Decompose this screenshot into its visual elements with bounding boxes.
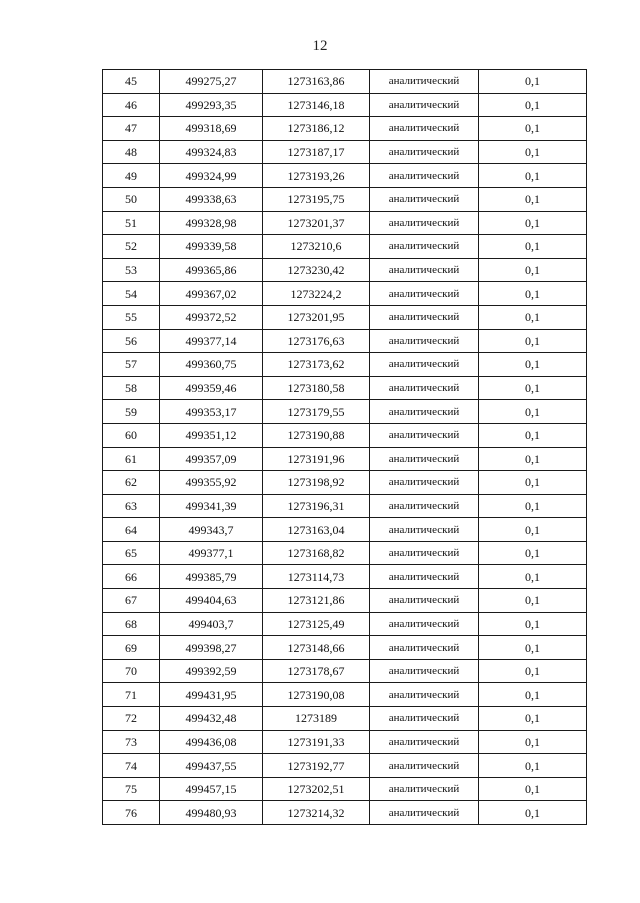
table-row (103, 730, 587, 754)
y-coordinate-cell: 1273192,77 (263, 754, 370, 778)
method-cell: аналитический (370, 305, 479, 329)
method-cell: аналитический (370, 777, 479, 801)
x-coordinate-cell: 499324,99 (160, 164, 263, 188)
y-coordinate-cell: 1273230,42 (263, 258, 370, 282)
method-cell: аналитический (370, 353, 479, 377)
x-coordinate-cell: 499367,02 (160, 282, 263, 306)
method-cell: аналитический (370, 541, 479, 565)
method-cell: аналитический (370, 565, 479, 589)
y-coordinate-cell: 1273224,2 (263, 282, 370, 306)
point-number-cell: 56 (103, 329, 160, 353)
accuracy-cell: 0,1 (479, 730, 587, 754)
table-row (103, 494, 587, 518)
x-coordinate-cell: 499480,93 (160, 801, 263, 825)
table-row (103, 683, 587, 707)
method-cell: аналитический (370, 93, 479, 117)
y-coordinate-cell: 1273198,92 (263, 471, 370, 495)
table-row (103, 305, 587, 329)
point-number-cell: 46 (103, 93, 160, 117)
method-cell: аналитический (370, 258, 479, 282)
method-cell: аналитический (370, 117, 479, 141)
point-number-cell: 66 (103, 565, 160, 589)
x-coordinate-cell: 499377,14 (160, 329, 263, 353)
table-row (103, 235, 587, 259)
method-cell: аналитический (370, 707, 479, 731)
y-coordinate-cell: 1273191,96 (263, 447, 370, 471)
table-row (103, 707, 587, 731)
x-coordinate-cell: 499437,55 (160, 754, 263, 778)
table-row (103, 471, 587, 495)
x-coordinate-cell: 499351,12 (160, 423, 263, 447)
y-coordinate-cell: 1273173,62 (263, 353, 370, 377)
method-cell: аналитический (370, 400, 479, 424)
method-cell: аналитический (370, 329, 479, 353)
point-number-cell: 65 (103, 541, 160, 565)
accuracy-cell: 0,1 (479, 565, 587, 589)
accuracy-cell: 0,1 (479, 282, 587, 306)
method-cell: аналитический (370, 659, 479, 683)
method-cell: аналитический (370, 447, 479, 471)
method-cell: аналитический (370, 494, 479, 518)
point-number-cell: 75 (103, 777, 160, 801)
point-number-cell: 61 (103, 447, 160, 471)
point-number-cell: 48 (103, 140, 160, 164)
method-cell: аналитический (370, 589, 479, 613)
table-row (103, 801, 587, 825)
point-number-cell: 64 (103, 518, 160, 542)
y-coordinate-cell: 1273190,88 (263, 423, 370, 447)
point-number-cell: 72 (103, 707, 160, 731)
method-cell: аналитический (370, 140, 479, 164)
x-coordinate-cell: 499365,86 (160, 258, 263, 282)
accuracy-cell: 0,1 (479, 235, 587, 259)
y-coordinate-cell: 1273190,08 (263, 683, 370, 707)
x-coordinate-cell: 499385,79 (160, 565, 263, 589)
x-coordinate-cell: 499431,95 (160, 683, 263, 707)
accuracy-cell: 0,1 (479, 589, 587, 613)
table-row (103, 93, 587, 117)
y-coordinate-cell: 1273114,73 (263, 565, 370, 589)
y-coordinate-cell: 1273178,67 (263, 659, 370, 683)
y-coordinate-cell: 1273125,49 (263, 612, 370, 636)
x-coordinate-cell: 499355,92 (160, 471, 263, 495)
table-row (103, 211, 587, 235)
table-row (103, 447, 587, 471)
accuracy-cell: 0,1 (479, 329, 587, 353)
method-cell: аналитический (370, 518, 479, 542)
y-coordinate-cell: 1273201,95 (263, 305, 370, 329)
y-coordinate-cell: 1273146,18 (263, 93, 370, 117)
y-coordinate-cell: 1273163,86 (263, 70, 370, 94)
y-coordinate-cell: 1273176,63 (263, 329, 370, 353)
accuracy-cell: 0,1 (479, 305, 587, 329)
x-coordinate-cell: 499377,1 (160, 541, 263, 565)
coordinates-table (102, 69, 587, 825)
table-row (103, 565, 587, 589)
x-coordinate-cell: 499324,83 (160, 140, 263, 164)
y-coordinate-cell: 1273179,55 (263, 400, 370, 424)
y-coordinate-cell: 1273180,58 (263, 376, 370, 400)
method-cell: аналитический (370, 211, 479, 235)
accuracy-cell: 0,1 (479, 707, 587, 731)
point-number-cell: 55 (103, 305, 160, 329)
table-row (103, 518, 587, 542)
table-row (103, 777, 587, 801)
table-row (103, 376, 587, 400)
x-coordinate-cell: 499318,69 (160, 117, 263, 141)
page-number: 12 (312, 38, 328, 54)
method-cell: аналитический (370, 235, 479, 259)
point-number-cell: 74 (103, 754, 160, 778)
table-row (103, 329, 587, 353)
table-row (103, 282, 587, 306)
x-coordinate-cell: 499403,7 (160, 612, 263, 636)
point-number-cell: 76 (103, 801, 160, 825)
y-coordinate-cell: 1273195,75 (263, 187, 370, 211)
table-row (103, 612, 587, 636)
point-number-cell: 50 (103, 187, 160, 211)
x-coordinate-cell: 499357,09 (160, 447, 263, 471)
accuracy-cell: 0,1 (479, 353, 587, 377)
accuracy-cell: 0,1 (479, 164, 587, 188)
x-coordinate-cell: 499372,52 (160, 305, 263, 329)
point-number-cell: 45 (103, 70, 160, 94)
table-row (103, 589, 587, 613)
point-number-cell: 59 (103, 400, 160, 424)
method-cell: аналитический (370, 801, 479, 825)
accuracy-cell: 0,1 (479, 801, 587, 825)
point-number-cell: 49 (103, 164, 160, 188)
table-row (103, 70, 587, 94)
table-row (103, 541, 587, 565)
method-cell: аналитический (370, 471, 479, 495)
y-coordinate-cell: 1273163,04 (263, 518, 370, 542)
point-number-cell: 51 (103, 211, 160, 235)
x-coordinate-cell: 499275,27 (160, 70, 263, 94)
table-row (103, 636, 587, 660)
method-cell: аналитический (370, 70, 479, 94)
table-row (103, 187, 587, 211)
point-number-cell: 62 (103, 471, 160, 495)
point-number-cell: 52 (103, 235, 160, 259)
y-coordinate-cell: 1273148,66 (263, 636, 370, 660)
y-coordinate-cell: 1273214,32 (263, 801, 370, 825)
point-number-cell: 68 (103, 612, 160, 636)
y-coordinate-cell: 1273193,26 (263, 164, 370, 188)
x-coordinate-cell: 499353,17 (160, 400, 263, 424)
point-number-cell: 60 (103, 423, 160, 447)
x-coordinate-cell: 499338,63 (160, 187, 263, 211)
method-cell: аналитический (370, 730, 479, 754)
method-cell: аналитический (370, 612, 479, 636)
accuracy-cell: 0,1 (479, 754, 587, 778)
accuracy-cell: 0,1 (479, 777, 587, 801)
x-coordinate-cell: 499328,98 (160, 211, 263, 235)
y-coordinate-cell: 1273201,37 (263, 211, 370, 235)
y-coordinate-cell: 1273196,31 (263, 494, 370, 518)
accuracy-cell: 0,1 (479, 258, 587, 282)
table-row (103, 400, 587, 424)
coordinates-table-body (103, 70, 587, 825)
method-cell: аналитический (370, 683, 479, 707)
accuracy-cell: 0,1 (479, 140, 587, 164)
x-coordinate-cell: 499457,15 (160, 777, 263, 801)
table-row (103, 164, 587, 188)
accuracy-cell: 0,1 (479, 187, 587, 211)
point-number-cell: 69 (103, 636, 160, 660)
y-coordinate-cell: 1273189 (263, 707, 370, 731)
y-coordinate-cell: 1273121,86 (263, 589, 370, 613)
x-coordinate-cell: 499341,39 (160, 494, 263, 518)
y-coordinate-cell: 1273187,17 (263, 140, 370, 164)
accuracy-cell: 0,1 (479, 494, 587, 518)
point-number-cell: 54 (103, 282, 160, 306)
accuracy-cell: 0,1 (479, 518, 587, 542)
point-number-cell: 70 (103, 659, 160, 683)
accuracy-cell: 0,1 (479, 70, 587, 94)
method-cell: аналитический (370, 376, 479, 400)
point-number-cell: 67 (103, 589, 160, 613)
x-coordinate-cell: 499359,46 (160, 376, 263, 400)
point-number-cell: 73 (103, 730, 160, 754)
method-cell: аналитический (370, 754, 479, 778)
accuracy-cell: 0,1 (479, 612, 587, 636)
method-cell: аналитический (370, 164, 479, 188)
table-row (103, 659, 587, 683)
method-cell: аналитический (370, 423, 479, 447)
method-cell: аналитический (370, 636, 479, 660)
point-number-cell: 63 (103, 494, 160, 518)
table-row (103, 117, 587, 141)
y-coordinate-cell: 1273191,33 (263, 730, 370, 754)
point-number-cell: 47 (103, 117, 160, 141)
accuracy-cell: 0,1 (479, 541, 587, 565)
accuracy-cell: 0,1 (479, 211, 587, 235)
x-coordinate-cell: 499339,58 (160, 235, 263, 259)
x-coordinate-cell: 499343,7 (160, 518, 263, 542)
method-cell: аналитический (370, 282, 479, 306)
y-coordinate-cell: 1273186,12 (263, 117, 370, 141)
y-coordinate-cell: 1273210,6 (263, 235, 370, 259)
x-coordinate-cell: 499404,63 (160, 589, 263, 613)
point-number-cell: 57 (103, 353, 160, 377)
x-coordinate-cell: 499432,48 (160, 707, 263, 731)
x-coordinate-cell: 499436,08 (160, 730, 263, 754)
x-coordinate-cell: 499360,75 (160, 353, 263, 377)
accuracy-cell: 0,1 (479, 447, 587, 471)
y-coordinate-cell: 1273168,82 (263, 541, 370, 565)
accuracy-cell: 0,1 (479, 117, 587, 141)
accuracy-cell: 0,1 (479, 471, 587, 495)
accuracy-cell: 0,1 (479, 376, 587, 400)
x-coordinate-cell: 499392,59 (160, 659, 263, 683)
accuracy-cell: 0,1 (479, 659, 587, 683)
table-row (103, 754, 587, 778)
accuracy-cell: 0,1 (479, 93, 587, 117)
point-number-cell: 53 (103, 258, 160, 282)
method-cell: аналитический (370, 187, 479, 211)
y-coordinate-cell: 1273202,51 (263, 777, 370, 801)
table-row (103, 258, 587, 282)
accuracy-cell: 0,1 (479, 400, 587, 424)
x-coordinate-cell: 499398,27 (160, 636, 263, 660)
accuracy-cell: 0,1 (479, 683, 587, 707)
accuracy-cell: 0,1 (479, 423, 587, 447)
table-row (103, 423, 587, 447)
accuracy-cell: 0,1 (479, 636, 587, 660)
point-number-cell: 58 (103, 376, 160, 400)
point-number-cell: 71 (103, 683, 160, 707)
table-row (103, 353, 587, 377)
x-coordinate-cell: 499293,35 (160, 93, 263, 117)
table-row (103, 140, 587, 164)
